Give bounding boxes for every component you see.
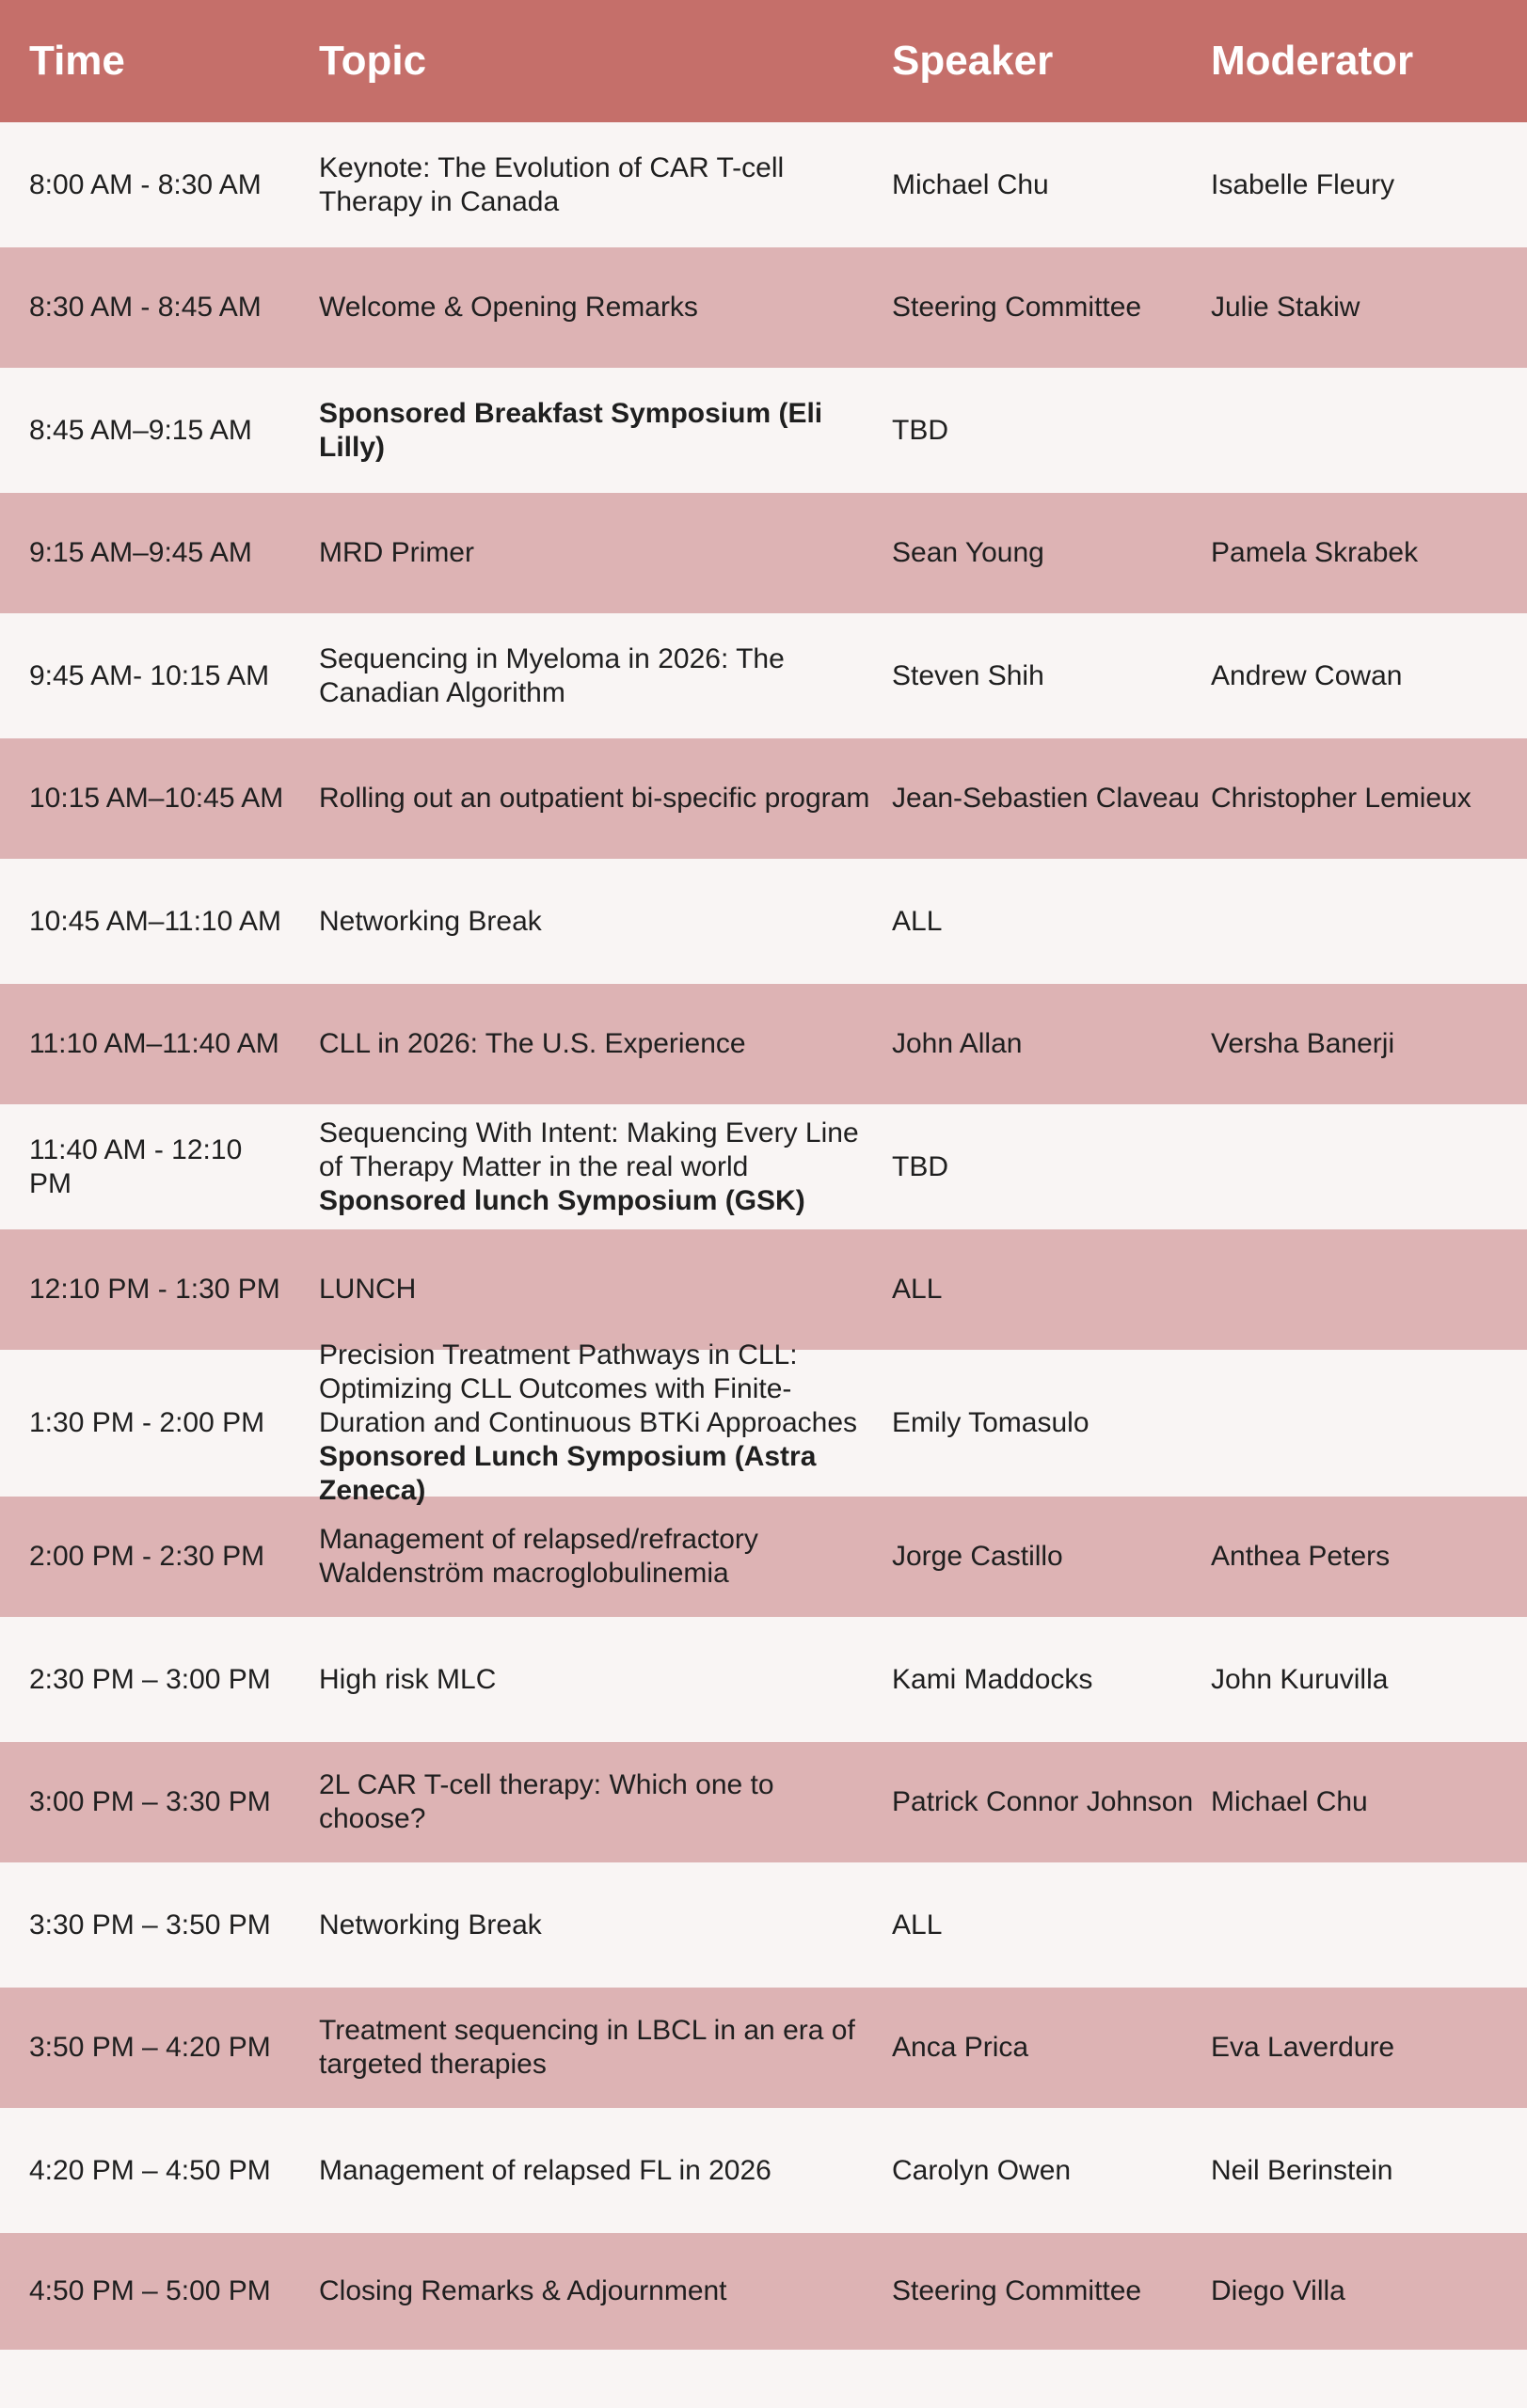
- topic-cell: [292, 782, 892, 816]
- time-cell: 9:15 AM–9:45 AM: [29, 537, 252, 568]
- speaker-cell: Emily Tomasulo: [892, 1407, 1090, 1438]
- time-cell: 3:50 PM – 4:20 PM: [29, 2032, 271, 2063]
- table-row: [0, 984, 1527, 1104]
- table-row: [0, 613, 1527, 738]
- moderator-cell: Isabelle Fleury: [1211, 168, 1395, 200]
- topic-text: Sequencing With Intent: Making Every Line of Therapy Matter in the real world: [319, 1117, 859, 1182]
- moderator-cell: Diego Villa: [1211, 2275, 1345, 2306]
- speaker-cell: John Allan: [892, 1028, 1023, 1059]
- topic-cell: [292, 2274, 892, 2308]
- moderator-cell: Versha Banerji: [1211, 1028, 1395, 1059]
- sponsor-label: Sponsored Lunch Symposium (Astra Zeneca): [319, 1441, 817, 1506]
- topic-cell: [292, 1273, 892, 1307]
- speaker-cell: Kami Maddocks: [892, 1663, 1093, 1695]
- speaker-cell: ALL: [892, 1909, 943, 1941]
- moderator-cell: Neil Berinstein: [1211, 2154, 1393, 2186]
- time-cell: 4:20 PM – 4:50 PM: [29, 2154, 271, 2186]
- topic-cell: [292, 1027, 892, 1061]
- moderator-cell: John Kuruvilla: [1211, 1663, 1389, 1695]
- speaker-cell: ALL: [892, 905, 943, 937]
- time-cell: 12:10 PM - 1:30 PM: [29, 1274, 280, 1305]
- moderator-cell: Anthea Peters: [1211, 1541, 1391, 1572]
- time-cell: 8:00 AM - 8:30 AM: [29, 168, 262, 200]
- speaker-cell: Steering Committee: [892, 292, 1142, 323]
- speaker-cell: Anca Prica: [892, 2032, 1029, 2063]
- topic-cell: [292, 1663, 892, 1697]
- topic-cell: [292, 1768, 892, 1836]
- topic-cell: [292, 291, 892, 325]
- time-cell: 9:45 AM- 10:15 AM: [29, 659, 270, 691]
- table-row: [0, 493, 1527, 613]
- speaker-cell: Jorge Castillo: [892, 1541, 1063, 1572]
- moderator-cell: Michael Chu: [1211, 1786, 1368, 1817]
- topic-text: Rolling out an outpatient bi-specific program: [319, 783, 870, 814]
- speaker-cell: Michael Chu: [892, 168, 1049, 200]
- topic-cell: [292, 536, 892, 570]
- table-row: [0, 1229, 1527, 1350]
- table-row: [0, 1988, 1527, 2108]
- speaker-cell: Steven Shih: [892, 659, 1044, 691]
- table-row: [0, 1862, 1527, 1988]
- table-row: [0, 368, 1527, 493]
- header-moderator: Moderator: [1211, 38, 1414, 84]
- topic-cell: [292, 1117, 892, 1218]
- topic-cell: [292, 2014, 892, 2082]
- speaker-cell: TBD: [892, 414, 948, 446]
- moderator-cell: Pamela Skrabek: [1211, 537, 1419, 568]
- speaker-cell: Patrick Connor Johnson: [892, 1786, 1194, 1817]
- table-row: [0, 122, 1527, 247]
- topic-text: Sequencing in Myeloma in 2026: The Canadian Algorithm: [319, 642, 785, 708]
- topic-text: 2L CAR T-cell therapy: Which one to choose?: [319, 1769, 774, 1834]
- topic-cell: [292, 2154, 892, 2188]
- time-cell: 10:15 AM–10:45 AM: [29, 783, 284, 814]
- header-topic: Topic: [319, 38, 427, 84]
- table-header: [0, 0, 1527, 122]
- time-cell: 2:00 PM - 2:30 PM: [29, 1541, 265, 1572]
- time-cell: 10:45 AM–11:10 AM: [29, 905, 281, 937]
- topic-text: Closing Remarks & Adjournment: [319, 2275, 727, 2306]
- speaker-cell: Jean-Sebastien Claveau: [892, 783, 1200, 814]
- time-cell: 2:30 PM – 3:00 PM: [29, 1663, 271, 1695]
- time-cell: 8:45 AM–9:15 AM: [29, 414, 252, 446]
- topic-cell: [292, 642, 892, 710]
- time-cell: 8:30 AM - 8:45 AM: [29, 292, 262, 323]
- time-cell: 3:00 PM – 3:30 PM: [29, 1786, 271, 1817]
- speaker-cell: Steering Committee: [892, 2275, 1142, 2306]
- sponsor-label: Sponsored Breakfast Symposium (Eli Lilly): [319, 397, 823, 463]
- time-cell: 11:40 AM - 12:10 PM: [29, 1133, 243, 1199]
- topic-text: Management of relapsed FL in 2026: [319, 2154, 771, 2186]
- table-row: [0, 1497, 1527, 1617]
- topic-cell: [292, 1523, 892, 1591]
- header-speaker: Speaker: [892, 38, 1054, 84]
- table-row: [0, 1104, 1527, 1229]
- time-cell: 3:30 PM – 3:50 PM: [29, 1909, 271, 1941]
- topic-text: Treatment sequencing in LBCL in an era of targeted therapies: [319, 2015, 855, 2080]
- speaker-cell: Carolyn Owen: [892, 2154, 1072, 2186]
- table-row: [0, 2108, 1527, 2233]
- topic-text: Management of relapsed/refractory Waldenström macroglobulinemia: [319, 1524, 758, 1589]
- time-cell: 4:50 PM – 5:00 PM: [29, 2275, 271, 2306]
- table-row: [0, 859, 1527, 984]
- topic-text: High risk MLC: [319, 1663, 497, 1695]
- table-row: [0, 1742, 1527, 1862]
- moderator-cell: Eva Laverdure: [1211, 2032, 1395, 2063]
- speaker-cell: Sean Young: [892, 537, 1044, 568]
- topic-cell: [292, 1339, 892, 1508]
- topic-text: LUNCH: [319, 1274, 417, 1305]
- table-row: [0, 2233, 1527, 2350]
- topic-cell: [292, 1909, 892, 1942]
- header-time: Time: [29, 38, 125, 84]
- topic-cell: [292, 397, 892, 465]
- topic-cell: [292, 905, 892, 939]
- speaker-cell: TBD: [892, 1150, 948, 1182]
- time-cell: 11:10 AM–11:40 AM: [29, 1028, 279, 1059]
- topic-text: Welcome & Opening Remarks: [319, 292, 698, 323]
- topic-text: Networking Break: [319, 905, 542, 937]
- topic-cell: [292, 151, 892, 219]
- topic-text: Precision Treatment Pathways in CLL: Optimizing CLL Outcomes with Finite-Duration and Continuous BTKi Approaches: [319, 1339, 858, 1438]
- topic-text: CLL in 2026: The U.S. Experience: [319, 1028, 746, 1059]
- table-row: [0, 247, 1527, 368]
- speaker-cell: ALL: [892, 1274, 943, 1305]
- table-row: [0, 1617, 1527, 1742]
- topic-text: MRD Primer: [319, 537, 474, 568]
- sponsor-label: Sponsored lunch Symposium (GSK): [319, 1184, 805, 1216]
- moderator-cell: Andrew Cowan: [1211, 659, 1403, 691]
- table-row: [0, 1339, 1527, 1506]
- topic-text: Keynote: The Evolution of CAR T-cell Therapy in Canada: [319, 151, 785, 217]
- moderator-cell: Julie Stakiw: [1211, 292, 1360, 323]
- table-body: [0, 122, 1527, 2350]
- topic-text: Networking Break: [319, 1909, 542, 1941]
- time-cell: 1:30 PM - 2:00 PM: [29, 1407, 265, 1438]
- table-row: [0, 738, 1527, 859]
- moderator-cell: Christopher Lemieux: [1211, 783, 1471, 814]
